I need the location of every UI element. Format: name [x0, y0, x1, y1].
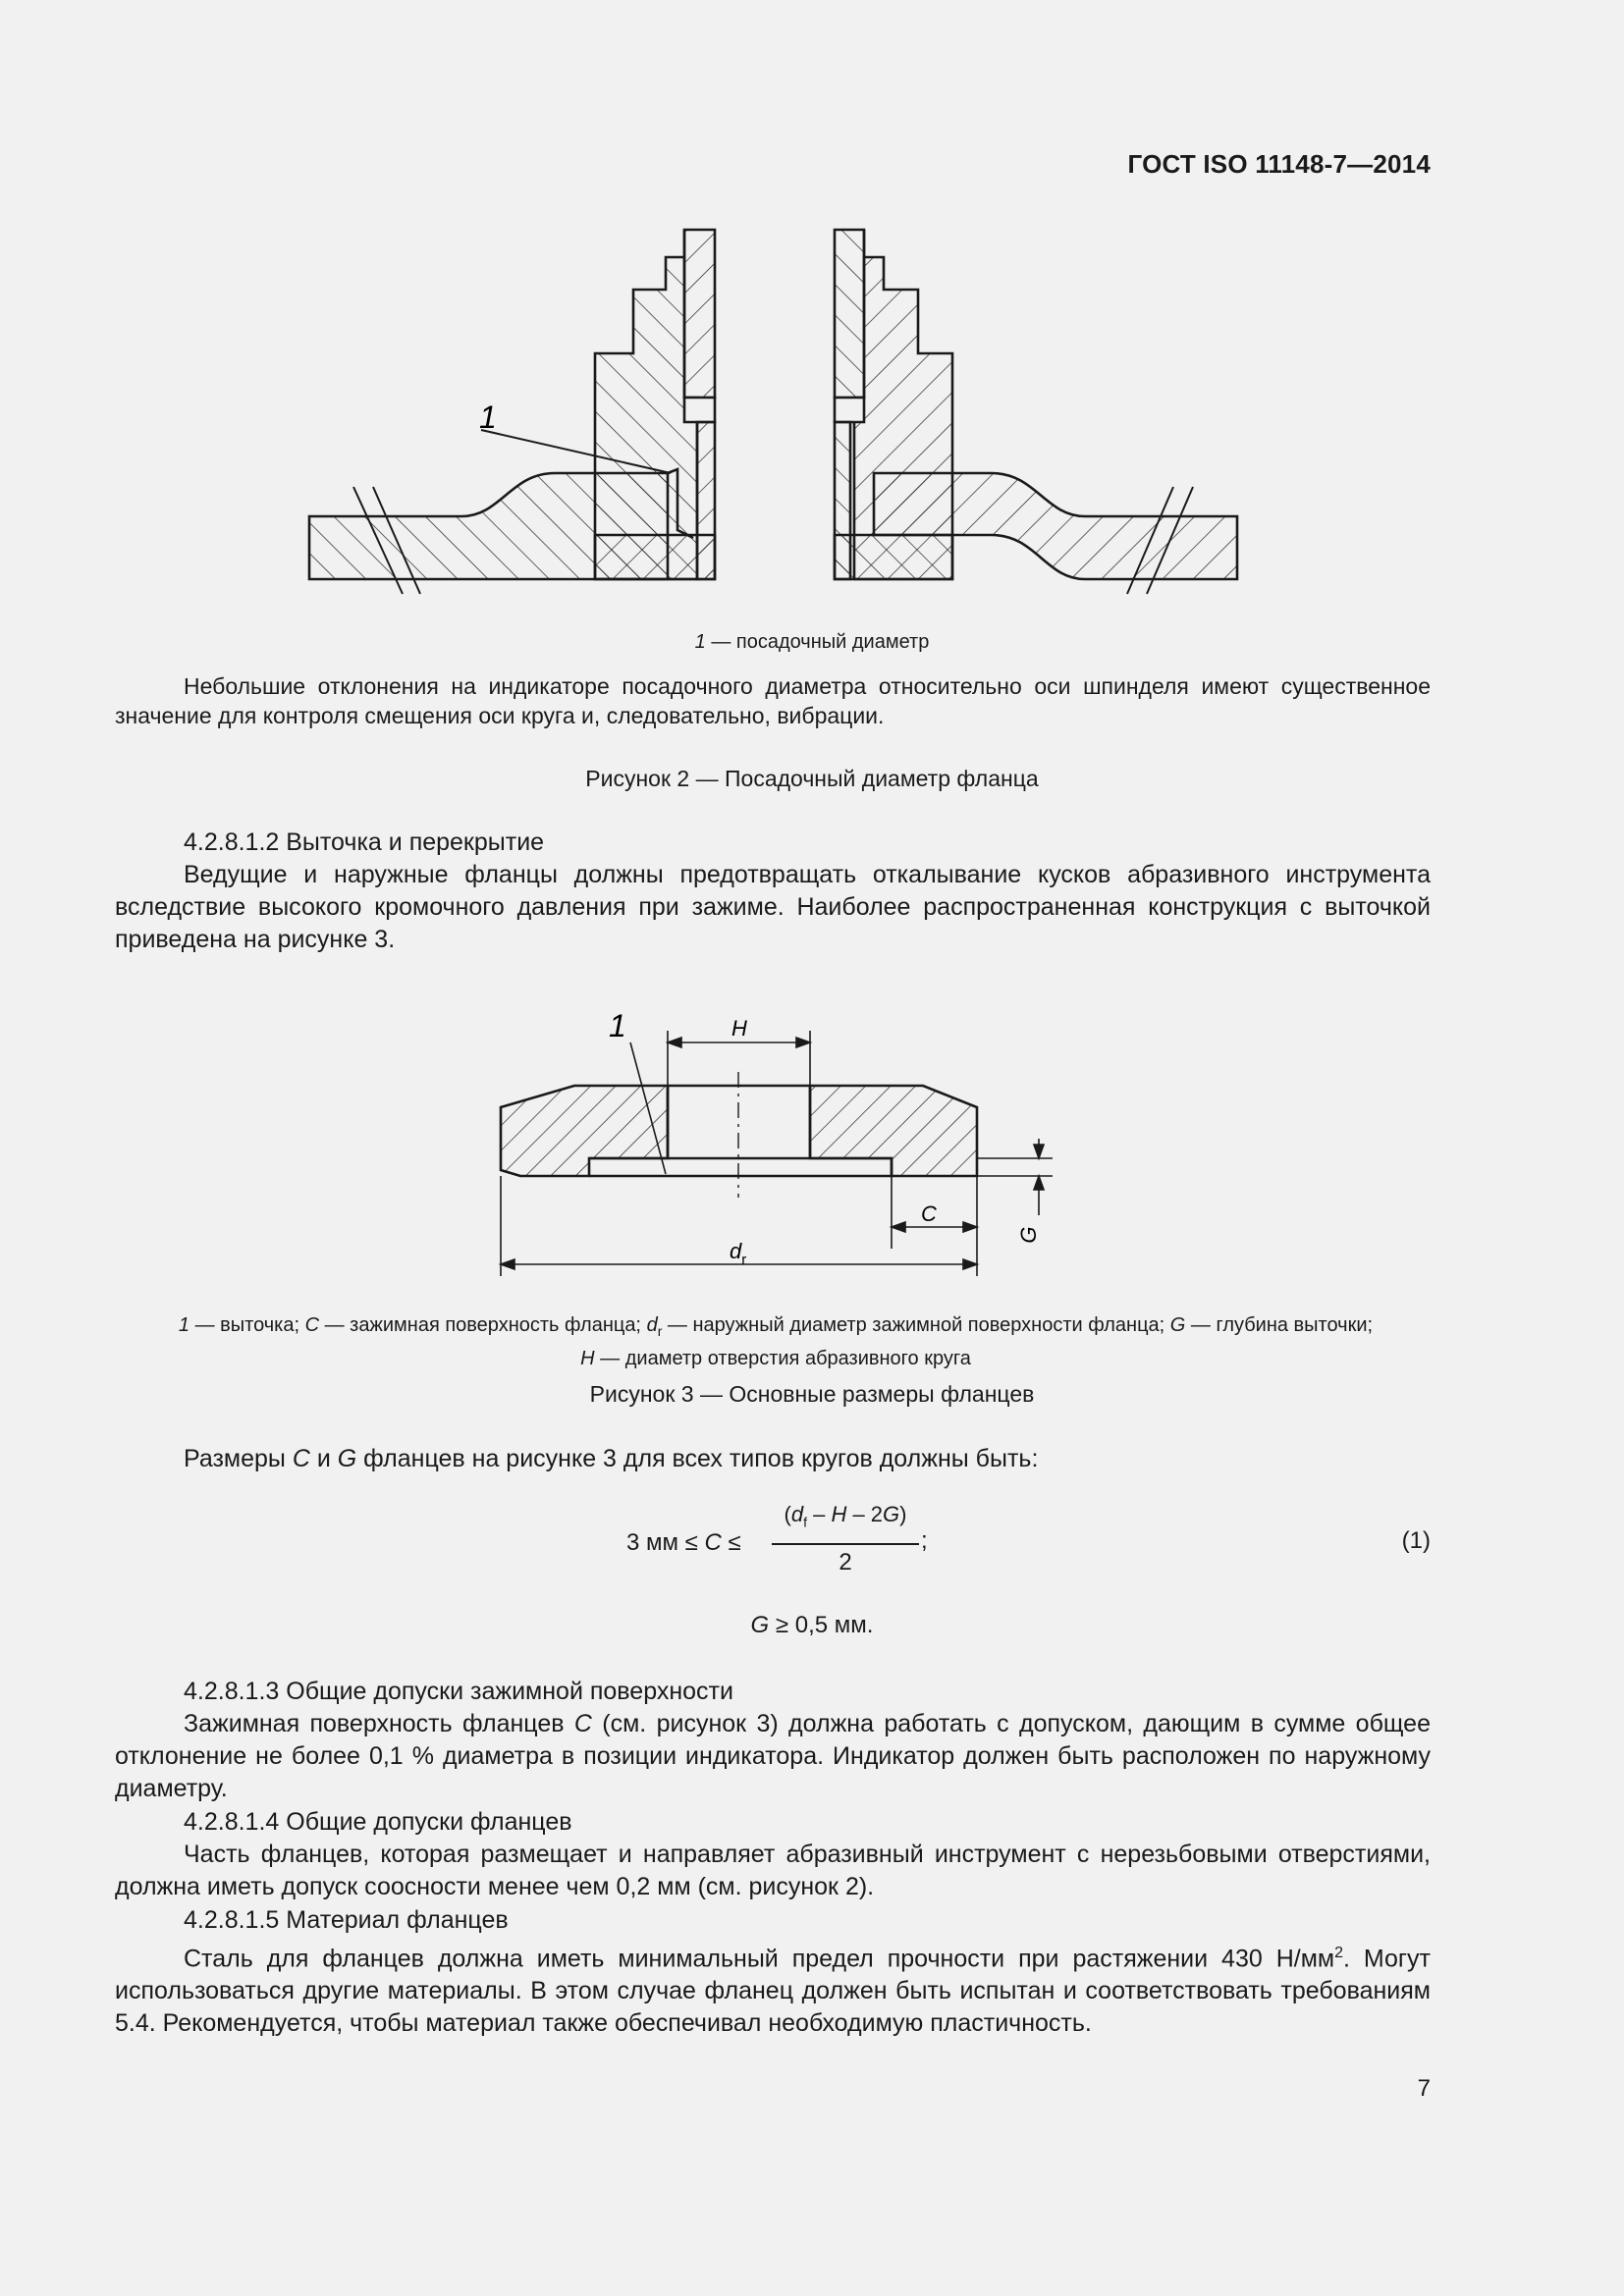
num-paren: ) [899, 1502, 907, 1526]
section-text: . Могут использоваться другие материалы. В этом случае фланец должен быть испытан и соответствовать требованиям 5.4. Рекомендуется, чтобы материал также обеспечивал необходимую пластичность. [115, 1945, 1431, 2038]
legend-text: — диаметр отверстия абразивного круга [594, 1348, 971, 1369]
flange-left-part [501, 1086, 668, 1176]
fraction-bar [772, 1543, 919, 1545]
page-number: 7 [1417, 2075, 1431, 2102]
legend-var-d: d [646, 1314, 658, 1336]
figure-2-legend-num: 1 [694, 631, 706, 653]
dim-d-main: d [730, 1239, 742, 1263]
formula-var-c: C [704, 1529, 722, 1556]
figure-3-callout: 1 [609, 1008, 626, 1043]
formula-1-numerator [772, 1502, 919, 1529]
legend-var-d-sub: r [657, 1323, 663, 1339]
section-4-2-8-1-5-heading: 4.2.8.1.5 Материал фланцев [184, 1906, 509, 1934]
formula-2-var: G [750, 1612, 770, 1638]
figure-3-title: Рисунок 3 — Основные размеры фланцев [589, 1381, 1035, 1407]
figure-3-legend-line-2 [108, 1345, 1443, 1372]
intro-text: и [309, 1445, 338, 1472]
section-text: Сталь для фланцев должна иметь минимальный предел прочности при растяжении 430 Н/мм [184, 1945, 1335, 1973]
num-g: G [883, 1502, 900, 1526]
document-header: ГОСТ ISO 11148-7—2014 [1127, 149, 1431, 179]
intro-var-g: G [337, 1445, 357, 1472]
left-spindle [684, 230, 715, 398]
section-4-2-8-1-5-text [115, 1937, 1431, 2040]
section-4-2-8-1-4-heading: 4.2.8.1.4 Общие допуски фланцев [184, 1808, 572, 1836]
section-4-2-8-1-2-text: Ведущие и наружные фланцы должны предотвращать откалывание кусков абразивного инструмента вследствие высокого кромочного давления при зажиме. Наиболее распространенная конструкция с выточкой приведена на рисунке 3. [115, 861, 1431, 953]
intro-var-c: C [292, 1445, 310, 1472]
legend-text: — выточка; [189, 1314, 305, 1336]
legend-var-c: C [304, 1314, 320, 1336]
dim-d-sub: r [741, 1252, 747, 1268]
figure-2-legend-text: — посадочный диаметр [705, 631, 930, 653]
section-4-2-8-1-3-text [115, 1708, 1431, 1805]
formula-1-number: (1) [1401, 1527, 1431, 1554]
formula-op: ≤ [721, 1529, 741, 1556]
legend-var-h: H [580, 1348, 595, 1369]
section-4-2-8-1-3-heading: 4.2.8.1.3 Общие допуски зажимной поверхности [184, 1678, 733, 1705]
formula-2 [0, 1612, 1624, 1639]
left-flange [595, 230, 697, 579]
dimensions-intro [115, 1443, 1431, 1475]
num-minus: – [806, 1502, 832, 1526]
legend-text: — зажимная поверхность фланца; [319, 1314, 647, 1336]
superscript: 2 [1334, 1945, 1344, 1961]
section-4-2-8-1-2-heading: 4.2.8.1.2 Выточка и перекрытие [184, 828, 545, 856]
formula-lhs: 3 мм ≤ [626, 1529, 705, 1556]
num-paren: ( [784, 1502, 791, 1526]
section-4-2-8-1-4-text: Часть фланцев, которая размещает и направляет абразивный инструмент с нерезьбовыми отверстиями, должна иметь допуск соосности менее чем 0,2 мм (см. рисунок 2). [115, 1841, 1431, 1900]
dim-G-label: G [1016, 1226, 1041, 1244]
legend-var-g: G [1169, 1314, 1186, 1336]
flange-right-part [810, 1086, 977, 1176]
legend-num: 1 [178, 1314, 190, 1336]
figure-2-title: Рисунок 2 — Посадочный диаметр фланца [585, 766, 1039, 791]
legend-text: — наружный диаметр зажимной поверхности фланца; [662, 1314, 1170, 1336]
figure-2-drawing [0, 0, 1624, 648]
legend-text: — глубина выточки; [1185, 1314, 1374, 1336]
figure-3-legend-line-1 [108, 1311, 1443, 1345]
formula-2-rest: ≥ 0,5 мм. [769, 1612, 874, 1638]
num-h: H [831, 1502, 847, 1526]
figure-2-note: Небольшие отклонения на индикаторе посадочного диаметра относительно оси шпинделя имеют существенное значение для контроля смещения оси круга и, следовательно, вибрации. [115, 673, 1431, 728]
figure-2-callout: 1 [479, 400, 497, 435]
formula-1-lhs [626, 1529, 741, 1557]
section-text: (см. рисунок 3) должна работать с допуском, дающим в сумме общее отклонение не более 0,1 % диаметра в позиции индикатора. Индикатор должен быть расположен по наружному диаметру. [115, 1710, 1431, 1802]
formula-1-tail: ; [921, 1527, 928, 1554]
section-var-c: C [573, 1710, 592, 1737]
num-d: d [790, 1502, 804, 1526]
figure-3-drawing [0, 1001, 1624, 1296]
figure-2-legend [0, 628, 1624, 656]
right-spindle [835, 230, 864, 398]
formula-1-denominator: 2 [839, 1549, 852, 1575]
dim-H-label: H [731, 1016, 747, 1041]
figure-3-legend [108, 1311, 1443, 1372]
num-d-sub: f [803, 1514, 807, 1530]
section-text: Зажимная поверхность фланцев [184, 1710, 574, 1737]
right-flange [854, 230, 952, 579]
intro-text: фланцев на рисунке 3 для всех типов кругов должны быть: [356, 1445, 1039, 1472]
intro-text: Размеры [184, 1445, 293, 1472]
dim-C-label: C [921, 1201, 937, 1226]
num-rest: – 2 [846, 1502, 884, 1526]
